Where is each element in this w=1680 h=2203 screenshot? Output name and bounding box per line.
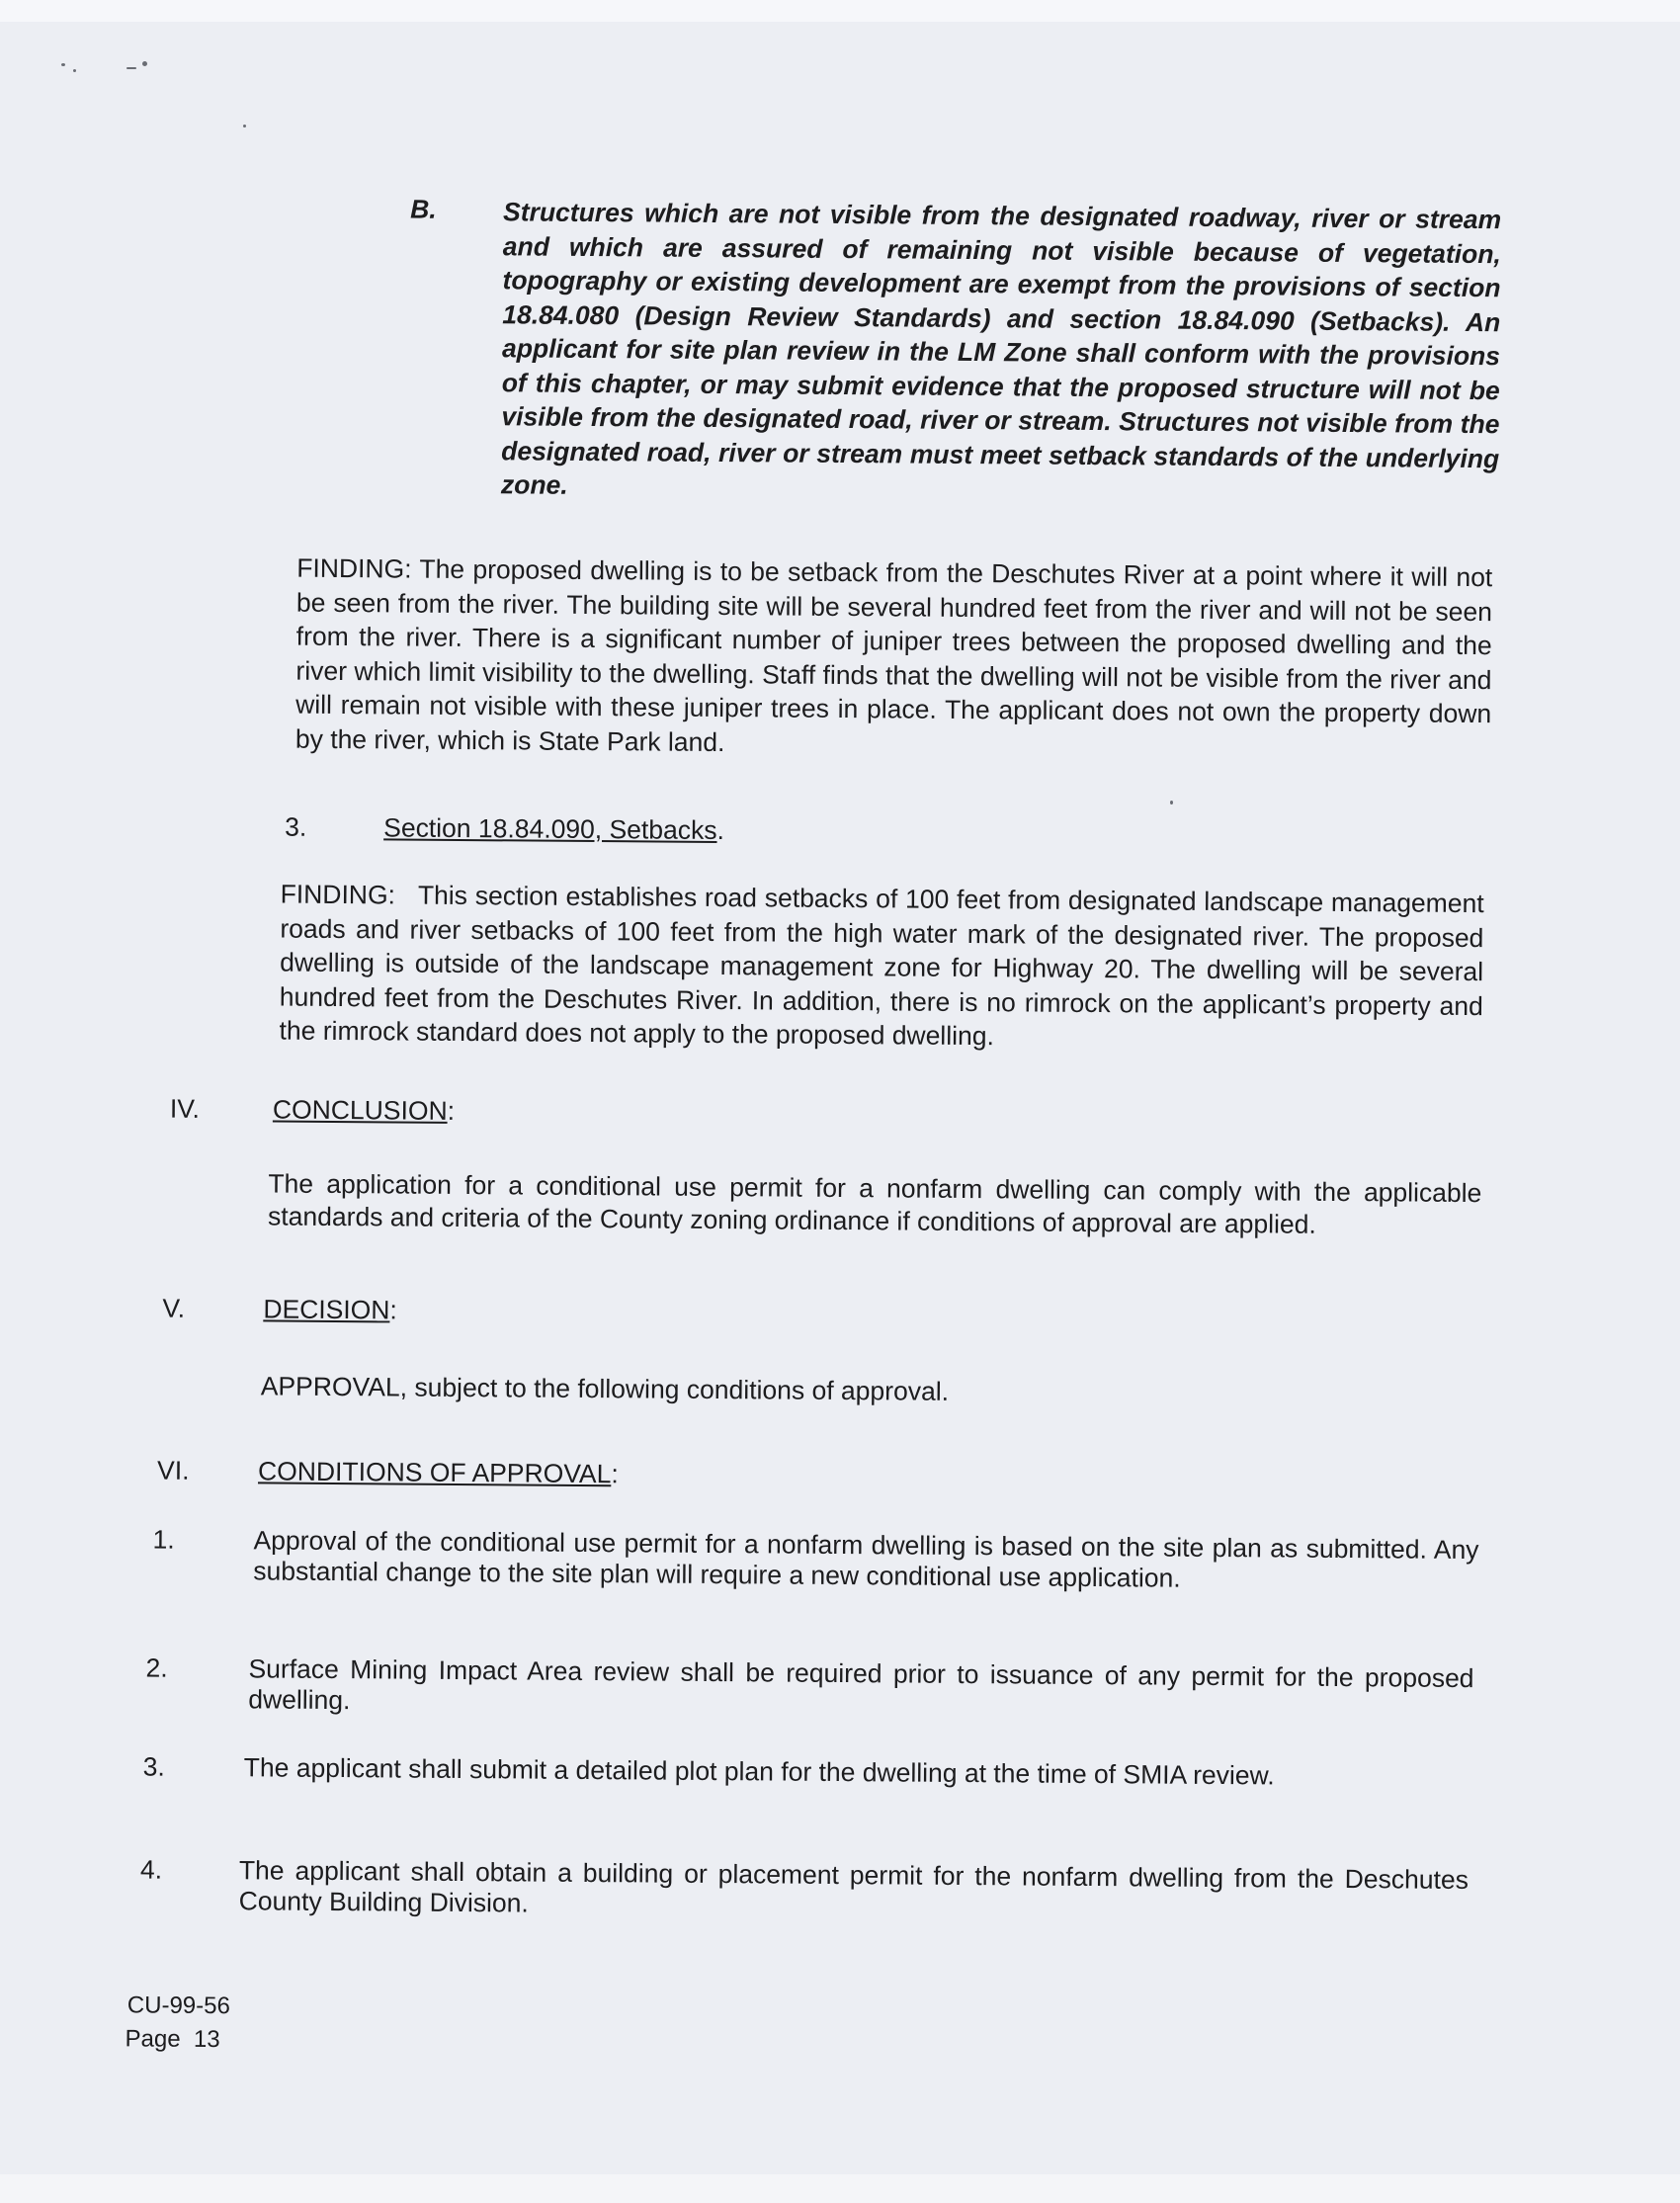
finding-2-text: This section establishes road setbacks of 100 feet from designated landscape management roads and river setbacks of 100 feet from the high water mark of the designated river. The proposed dwelling is outside of the landscape management zone for Highway 20. The dwelling will be several hundred feet from the Deschutes River. In addition, there is no rimrock on the applicant’s property and the rimrock standard does not apply to the proposed dwelling.: [279, 880, 1484, 1052]
condition-1-text: Approval of the conditional use permit for a nonfarm dwelling is based on the site plan as submitted. Any substantial change to the site plan will require a new conditional use application.: [253, 1525, 1479, 1593]
condition-4-number: 4.: [139, 1854, 163, 1885]
footer-case-number: CU-99-56: [126, 1991, 231, 2020]
section-vi-numeral: VI.: [156, 1455, 190, 1485]
decision-text: APPROVAL, subject to the following conditions of approval.: [260, 1371, 950, 1406]
finding-2-label: FINDING:: [280, 879, 396, 910]
item-3-title: Section 18.84.090, Setbacks: [383, 812, 717, 846]
page-content: [0, 15, 1680, 2202]
condition-3-text: The applicant shall submit a detailed plot plan for the dwelling at the time of SMIA review.: [243, 1752, 1275, 1791]
item-3-heading: Section 18.84.090, Setbacks.: [383, 812, 725, 846]
footer-page: Page 13: [125, 2025, 220, 2054]
section-b-text: Structures which are not visible from the designated roadway, river or stream and which are assured of remaining not visible because of vegetation, topography or existing development are exempt from the provisions of section 18.84.080 (Design Review Standards) and section 18.84.090 (Setbacks). An applicant for site plan review in the LM Zone shall conform with the provisions of this chapter, or may submit evidence that the proposed structure will not be visible from the designated road, river or stream. Structures not visible from the designated road, river or stream must meet setback standards of the underlying zone.: [500, 197, 1502, 500]
section-vi-heading: CONDITIONS OF APPROVAL:: [257, 1456, 619, 1489]
finding-2: [279, 878, 1483, 1058]
section-iv-numeral: IV.: [169, 1093, 201, 1124]
condition-3-number: 3.: [142, 1751, 165, 1782]
page-number: 13: [193, 2025, 220, 2054]
section-iv-heading: CONCLUSION:: [272, 1094, 456, 1126]
section-b-label: B.: [410, 194, 437, 224]
finding-1-label: FINDING:: [296, 552, 412, 584]
section-v-heading: DECISION:: [263, 1294, 397, 1325]
finding-1-text: The proposed dwelling is to be setback from the Deschutes River at a point where it will not be seen from the river. The building site will be several hundred feet from the river and will not be seen from the river. There is a significant number of juniper trees between the proposed dwelling and the river which limit visibility to the dwelling. Staff finds that the dwelling will not be visible from the river and will remain not visible with these juniper trees in place. The applicant does not own the property down by the river, which is State Park land.: [294, 553, 1493, 757]
condition-2-text: Surface Mining Impact Area review shall be required prior to issuance of any permit for the proposed dwelling.: [248, 1653, 1474, 1716]
conclusion-text: The application for a conditional use permit for a nonfarm dwelling can comply with the applicable standards and criteria of the County zoning ordinance if conditions of approval are applied.: [268, 1168, 1482, 1239]
condition-2-number: 2.: [145, 1652, 168, 1683]
condition-4-text: The applicant shall obtain a building or placement permit for the nonfarm dwelling from the Deschutes County Building Division.: [238, 1855, 1470, 1918]
item-3-number: 3.: [285, 811, 307, 842]
condition-1-number: 1.: [152, 1524, 175, 1555]
finding-1: [295, 551, 1493, 765]
section-v-numeral: V.: [162, 1293, 186, 1323]
